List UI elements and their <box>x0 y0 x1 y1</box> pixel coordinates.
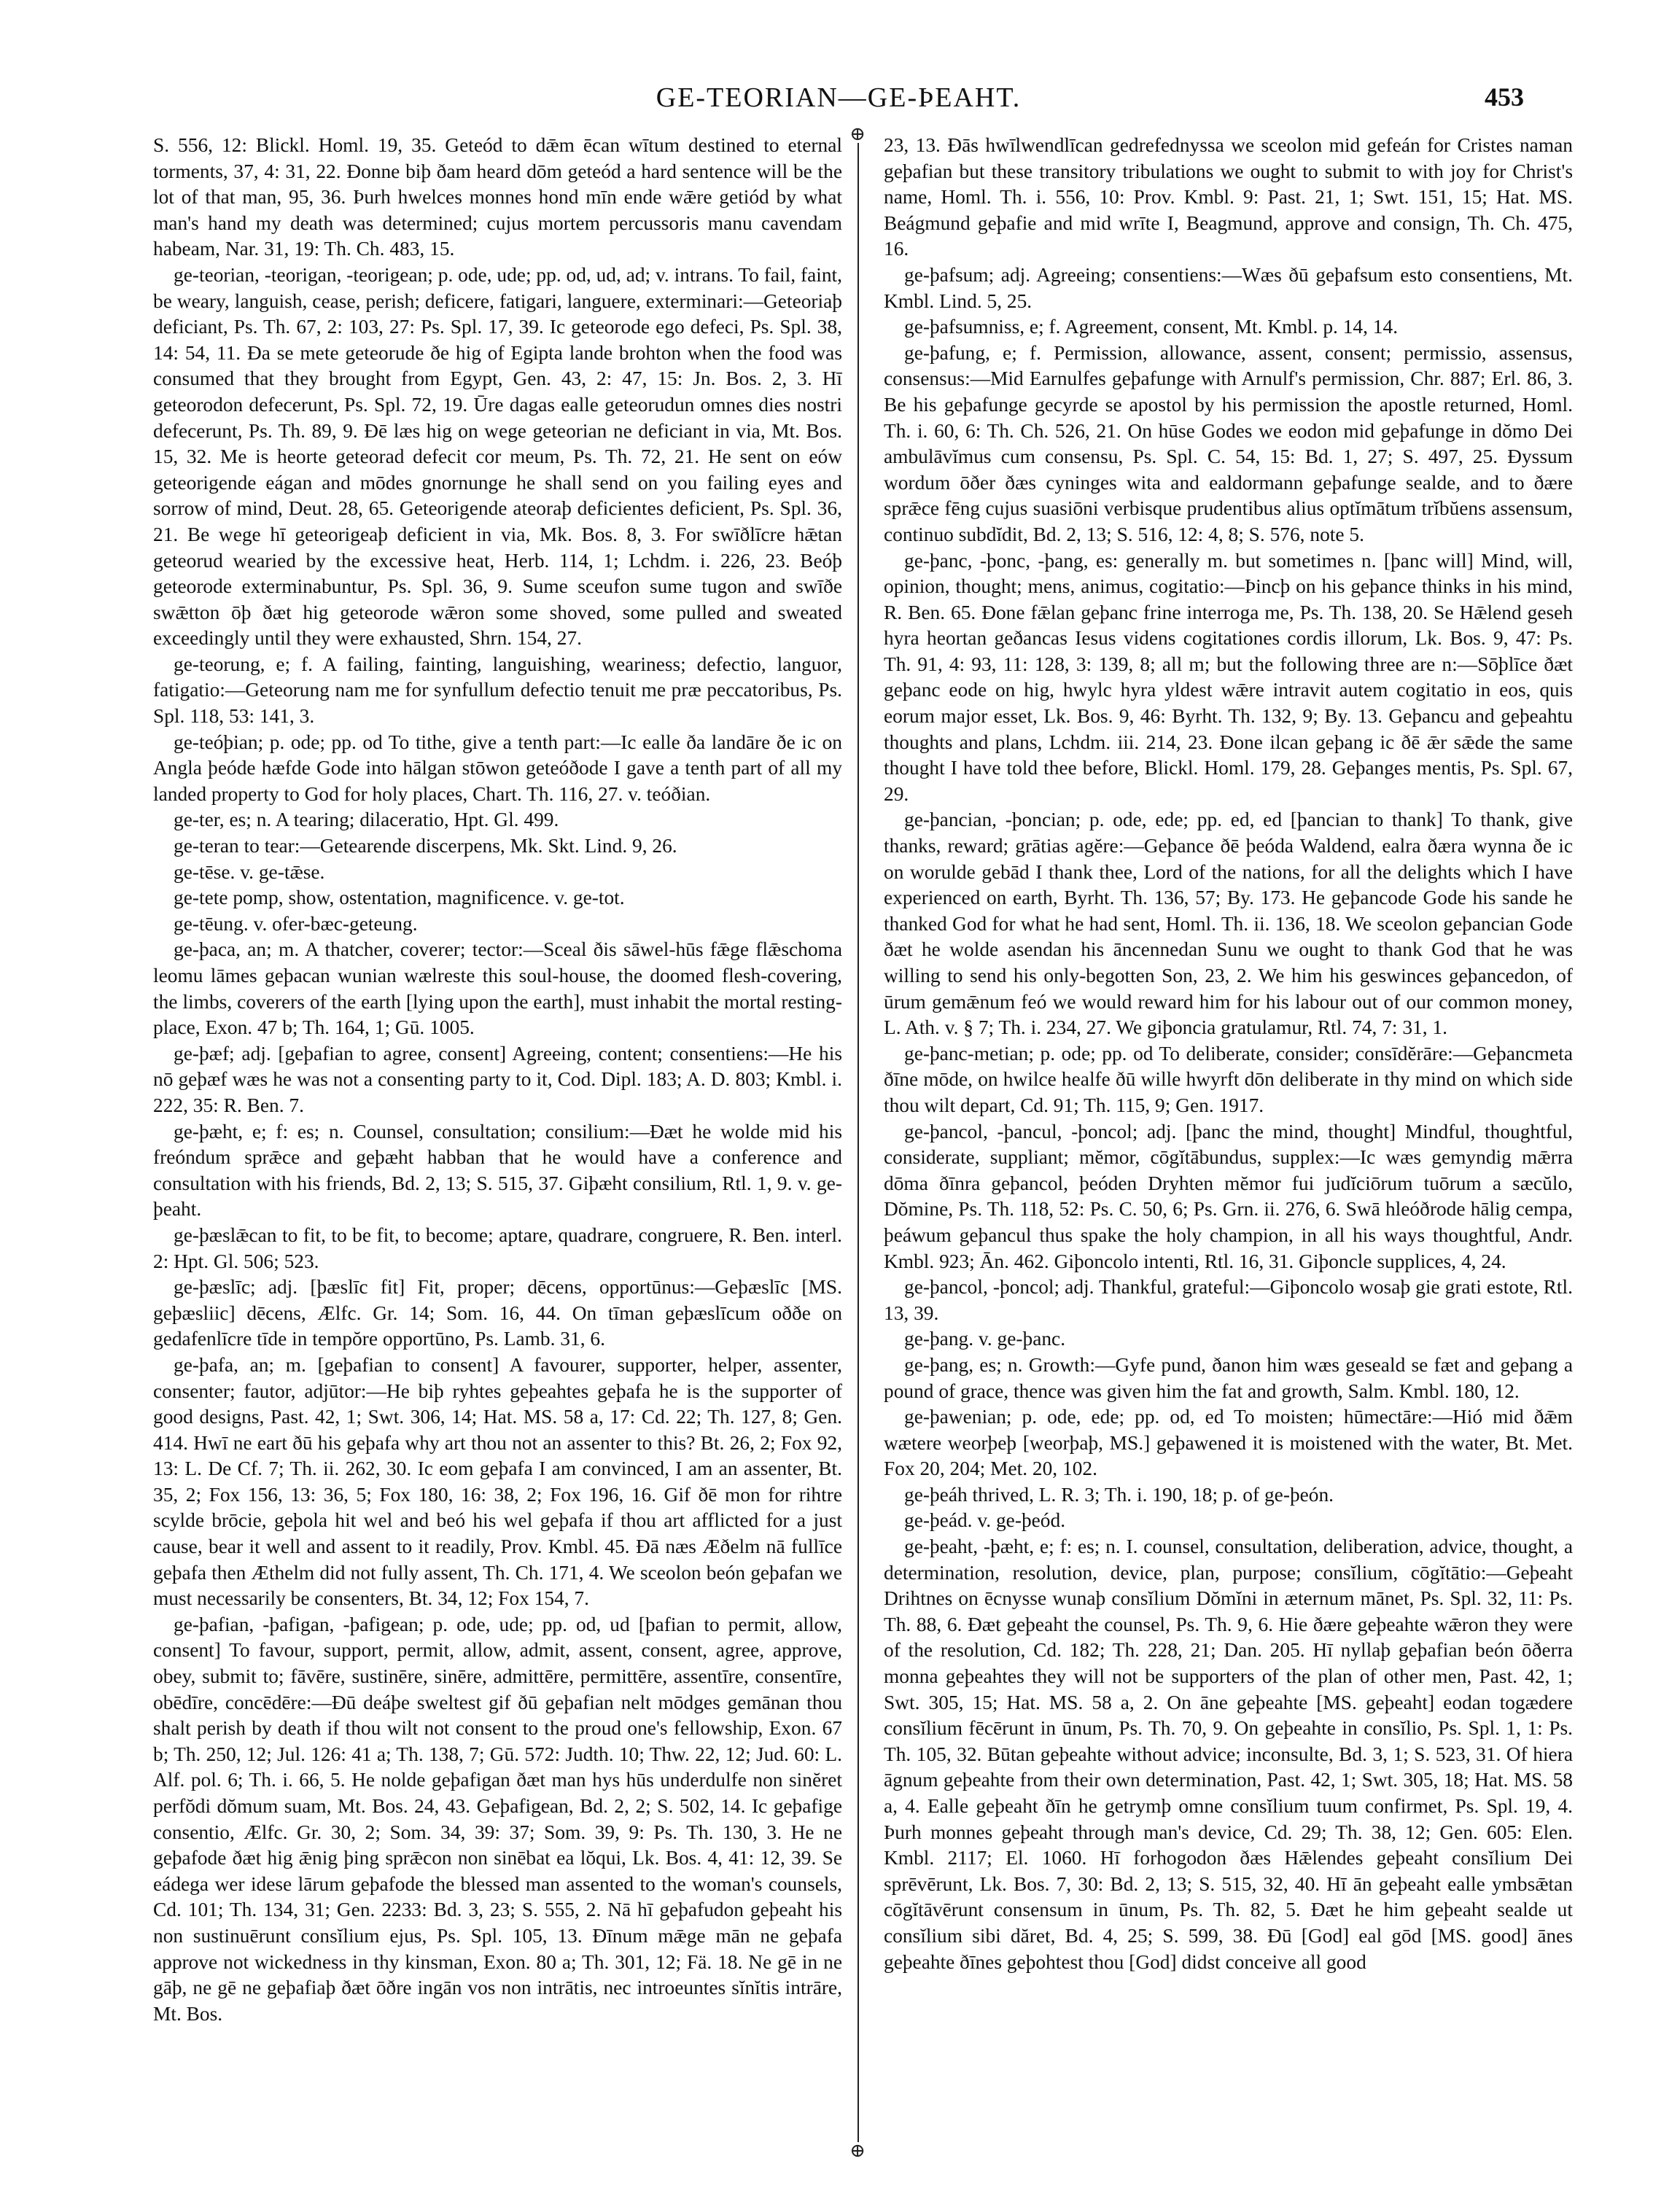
entry-ge-thang-growth: ge-þang, es; n. Growth:—Gyfe pund, ðanon him wæs geseald se fæt and geþang a pound of grace, thence was given him the fat and growth, Salm. Kmbl. 180, 12. <box>884 1353 1573 1402</box>
entry-ge-thanc: ge-þanc, -þonc, -þang, es: generally m. but sometimes n. [þanc will] Mind, will, opinion, thought; mens, animus, cogitatio:—Þincþ on his geþance thinks in his mind, R. Ben. 65. Ðone fǣlan geþanc frine interroga me, Ps. Th. 138, 20. Se Hǣlend geseh hyra heortan geðancas Iesus videns cogitationes cordis illorum, Lk. Bos. 9, 47: Ps. Th. 91, 4: 93, 11: 128, 3: 139, 8; all m; but the following three are n:—Sōþlīce ðæt geþanc eode on hig, hwylc hyra yldest wǣre intravit autem cogitatio in eos, quis eorum major esset, Lk. Bos. 9, 46: Byrht. Th. 132, 9; By. 13. Geþancu and geþeahtu thoughts and plans, Lchdm. iii. 214, 23. Ðone ilcan geþang ic ðē ǣr sǣde the same thought I have told thee before, Blickl. Homl. 179, 28. Geþanges mentis, Ps. Spl. 67, 29. <box>884 549 1573 805</box>
entry-ge-ter: ge-ter, es; n. A tearing; dilaceratio, Hpt. Gl. 499. <box>174 809 559 831</box>
entry-ge-thafsum: ge-þafsum; adj. Agreeing; consentiens:—Wæs ðū geþafsum esto consentiens, Mt. Kmbl. Lind. 5, 25. <box>884 263 1573 312</box>
entry-ge-thawenian: ge-þawenian; p. ode, ede; pp. od, ed To moisten; hūmectāre:—Hió mid ðǣm wætere weorþeþ [weorþaþ, MS.] geþawened it is moistened with the water, Bt. Met. Fox 20, 204; Met. 20, 102. <box>884 1406 1573 1480</box>
entry-ge-thanc-metian: ge-þanc-metian; p. ode; pp. od To deliberate, consider; consīdĕrāre:—Geþancmeta ðīne mōde, on hwilce healfe ðū wille hwyrft dōn deliberate in thy mind on which side thou wilt depart, Cd. 91; Th. 115, 9; Gen. 1917. <box>884 1042 1573 1116</box>
entry-ge-theah: ge-þeáh thrived, L. R. 3; Th. i. 190, 18; p. of ge-þeón. <box>904 1483 1334 1506</box>
entry-ge-theaht: ge-þeaht, -þæht, e; f: es; n. I. counsel, consultation, deliberation, advice, thought, a determination, resolution, device, plan, purpose; consĭlium, cōgĭtātio:—Geþeaht Drihtnes on ēcnysse wunaþ consĭlium Dŏmĭni in æternum mānet, Ps. Spl. 32, 11: Ps. Th. 88, 6. Ðæt geþeaht the counsel, Ps. Th. 9, 6. Hie ðære geþeahte wǣron they were of the resolution, Cd. 182; Th. 228, 21; Dan. 205. Hī nyllaþ geþafian beón ōðerra monna geþeahtes they will not be supporters of the plan of other men, Past. 42, 1; Swt. 305, 15; Hat. MS. 58 a, 2. On āne geþeahte [MS. geþeaht] eodan togædere consĭlium fēcērunt in ūnum, Ps. Th. 70, 9. On geþeahte in consĭlio, Ps. Spl. 1, 1: Ps. Th. 105, 32. Būtan geþeahte without advice; inconsulte, Bd. 3, 1; S. 523, 31. Of hiera āgnum geþeahte from their own determination, Past. 42, 1; Swt. 305, 18; Hat. MS. 58 a, 4. Ealle geþeaht ðīn he getrymþ omne consĭlium tuum confirmet, Ps. Spl. 19, 4. Þurh monnes geþeaht through man's device, Cd. 29; Th. 38, 12; Gen. 605: Elen. Kmbl. 2117; El. 1060. Hī forhogodon ðæs Hǣlendes geþeaht consĭlium Dei sprēvērunt, Lk. Bos. 7, 30: Bd. 2, 13; S. 515, 32, 40. Hī ān geþeaht ealle ymbsǣtan cōgĭtāvērunt consensum in ūnum, Ps. Th. 82, 5. Ðæt he him geþeaht sealde ut consĭlium sibi dăret, Bd. 4, 25; S. 599, 38. Ðū [God] eal gōd [MS. good] ānes geþeahte ðīnes geþohtest thou [God] didst conceive all good <box>884 1536 1573 1973</box>
right-column <box>884 133 1573 2174</box>
entry-ge-thaeslaecan: ge-þæslǣcan to fit, to be fit, to become; aptare, quadrare, congruere, R. Ben. interl. 2: Hpt. Gl. 506; 523. <box>153 1223 842 1272</box>
top-ornament: ⊕ <box>849 123 866 144</box>
entry-ge-thead: ge-þeád. v. ge-þeód. <box>904 1509 1066 1532</box>
entry-ge-thancian: ge-þancian, -þoncian; p. ode, ede; pp. ed, ed [þancian to thank] To thank, give thanks, reward; grātias agĕre:—Geþance ðē þeóda Waldend, ealra ðæra wynna ðe ic on worulde gebād I thank thee, Lord of the nations, for all the delights which I have experienced on earth, Byrht. Th. 136, 57; By. 173. He geþancode Gode his sande he thanked God for what he had sent, Homl. Th. ii. 136, 18. We sceolon geþancian Gode ðæt he wolde asendan his āncennedan Sunu we ought to thank God that he was willing to send his only-begotten Son, 23, 2. We him his geswinces geþancedon, of ūrum gemǣnum feó we would reward him for his labour out of our common money, L. Ath. v. § 7; Th. i. 234, 27. We giþoncia gratulamur, Rtl. 74, 7: 31, 1. <box>884 809 1573 1039</box>
entry-ge-teran: ge-teran to tear:—Getearende discerpens, Mk. Skt. Lind. 9, 26. <box>174 835 677 857</box>
column-divider <box>858 133 859 2145</box>
entry-ge-thaef: ge-þæf; adj. [geþafian to agree, consent] Agreeing, content; consentiens:—He his nō geþæf wæs he was not a consenting party to it, Cod. Dipl. 183; A. D. 803; Kmbl. i. 222, 35: R. Ben. 7. <box>153 1042 842 1116</box>
entry-ge-thancol-mindful: ge-þancol, -þancul, -þoncol; adj. [þanc the mind, thought] Mindful, thoughtful, considerate, suppliant; mĕmor, cōgĭtābundus, supplex:—Ic wæs gemyndig mǣrra dōma ðīnra geþancol, þeóden Dryhten mĕmor fui judĭciōrum tuōrum a sæcŭlo, Dŏmine, Ps. Th. 118, 52: Ps. C. 50, 6; Ps. Grn. ii. 276, 6. Swā hleóðrode hālig cempa, þeáwum geþancul thus spake the holy champion, in all his ways thoughtful, Andr. Kmbl. 923; Ān. 462. Giþoncolo intenti, Rtl. 16, 31. Giþoncle supplices, 4, 24. <box>884 1120 1573 1272</box>
entry-ge-teorian: ge-teorian, -teorigan, -teorigean; p. ode, ude; pp. od, ud, ad; v. intrans. To fail, faint, be weary, languish, cease, perish; deficere, fatigari, languere, exterminari:—Geteoriaþ deficiant, Ps. Th. 67, 2: 103, 27: Ps. Spl. 17, 39. Ic geteorode ego defeci, Ps. Spl. 38, 14: 54, 11. Ða se mete geteorude ðe hig of Egipta lande brohton when the food was consumed that they brought from Egypt, Gen. 43, 2: 47, 15: Jn. Bos. 2, 3. Hī geteorodon defecerunt, Ps. Spl. 72, 19. Ūre dagas ealle geteorudun omnes dies nostri defecerunt, Ps. Th. 89, 9. Ðē læs hig on wege geteorian ne deficiant in via, Mt. Bos. 15, 32. Me is heorte geteorad defecit cor meum, Ps. Th. 72, 21. He sent on eów geteorigende eágan and mōdes gnornunge he shall send on you failing eyes and sorrow of mind, Deut. 28, 65. Geteorigende ateoraþ deficientes deficient, Ps. Spl. 36, 21. Be wege hī geteorigeaþ deficient in via, Mk. Bos. 8, 3. For swīðlīcre hǣtan geteorud wearied by the excessive heat, Herb. 114, 1; Lchdm. i. 226, 23. Beóþ geteorode exterminabuntur, Ps. Spl. 36, 9. Sume sceufon sume tugon and swīðe swǣtton ōþ ðæt hig geteorode wǣron some shoved, some pulled and sweated exceedingly until they were exhausted, Shrn. 154, 27. <box>153 263 842 650</box>
entry-ge-thafsumniss: ge-þafsumniss, e; f. Agreement, consent, Mt. Kmbl. p. 14, 14. <box>904 316 1399 338</box>
entry-ge-tete: ge-tete pomp, show, ostentation, magnificence. v. ge-tot. <box>174 887 625 909</box>
entry-ge-teothian: ge-teóþian; p. ode; pp. od To tithe, give a tenth part:—Ic ealle ða landāre ðe ic on Angla þeóde hæfde Gode into hālgan stōwon geteóðode I gave a tenth part of all my landed property to God for holy places, Chart. Th. 116, 27. v. teóðian. <box>153 731 842 805</box>
continuation-paragraph: 23, 13. Ðās hwīlwendlīcan gedrefednyssa we sceolon mid gefeán for Cristes naman geþafian but these transitory tribulations we ought to submit to with joy for Christ's name, Homl. Th. i. 556, 10: Prov. Kmbl. 9: Past. 21, 1; Swt. 151, 15; Hat. MS. Beágmund geþafie and mid wrīte I, Beagmund, approve and consign, Th. Ch. 475, 16. <box>884 134 1573 260</box>
page-title: GE-TEORIAN—GE-ÞEAHT. <box>656 82 1022 113</box>
page-number: 453 <box>1485 82 1524 112</box>
entry-ge-teung: ge-tēung. v. ofer-bæc-geteung. <box>174 912 418 935</box>
entry-ge-thaca: ge-þaca, an; m. A thatcher, coverer; tector:—Sceal ðis sāwel-hūs fǣge flǣschoma leomu lāmes geþacan wunian wælreste this soul-house, the doomed flesh-covering, the limbs, coverers of the earth [lying upon the earth], must inhabit the mortal resting-place, Exon. 47 b; Th. 164, 1; Gū. 1005. <box>153 938 842 1039</box>
bottom-ornament: ⊕ <box>849 2140 866 2161</box>
left-column <box>153 133 842 2174</box>
entry-ge-thafung: ge-þafung, e; f. Permission, allowance, assent, consent; permissio, assensus, consensus:—Mid Earnulfes geþafunge with Arnulf's permission, Chr. 887; Erl. 86, 3. Be his geþafunge gecyrde se apostol by his permission the apostle returned, Homl. Th. i. 60, 6: Th. Ch. 526, 21. On hūse Godes we eodon mid geþafunge in dŏmo Dei ambulāvĭmus cum consensu, Ps. Spl. C. 54, 15: Bd. 1, 27; S. 497, 25. Ðyssum wordum ōðer ðæs cyninges wita and ealdormann geþafunge sealde, and to ðære sprǣce fēng cujus suasiōni verbisque prudentibus alius optĭmātum trĭbŭens assensum, continuo subdĭdit, Bd. 2, 13; S. 516, 12: 4, 8; S. 576, note 5. <box>884 341 1573 545</box>
entry-ge-thafa: ge-þafa, an; m. [geþafian to consent] A favourer, supporter, helper, assenter, consenter; fautor, adjūtor:—He biþ ryhtes geþeahtes geþafa he is the supporter of good designs, Past. 42, 1; Swt. 306, 14; Hat. MS. 58 a, 17: Cd. 22; Th. 127, 8; Gen. 414. Hwī ne eart ðū his geþafa why art thou not an assenter to this? Bt. 26, 2; Fox 92, 13: L. De Cf. 7; Th. ii. 262, 30. Ic eom geþafa I am convinced, I am an assenter, Bt. 35, 2; Fox 156, 13: 36, 5; Fox 180, 16: 38, 2; Fox 196, 16. Gif ðē mon for rihtre scylde brōcie, geþola hit wel and beó his wel geþafa if thou art afflicted for a just cause, bear it well and assent to it readily, Prov. Kmbl. 45. Ðā næs Æðelm nā fullīce geþafa then Æthelm did not fully assent, Th. Ch. 171, 4. We sceolon beón geþafan we must necessarily be consenters, Bt. 34, 12; Fox 154, 7. <box>153 1353 842 1610</box>
entry-ge-thaeslic: ge-þæslīc; adj. [þæslīc fit] Fit, proper; dēcens, opportūnus:—Geþæslīc [MS. geþæsliic] dēcens, Ælfc. Gr. 14; Som. 16, 44. On tīman geþæslīcum oððe on gedafenlīcre tīde in tempŏre opportūno, Ps. Lamb. 31, 6. <box>153 1276 842 1350</box>
entry-ge-thaeht: ge-þæht, e; f: es; n. Counsel, consultation; consilium:—Ðæt he wolde mid his freóndum sprǣce and geþæht habban that he would have a conference and consultation with his friends, Bd. 2, 13; S. 515, 37. Giþæht consilium, Rtl. 1, 9. v. ge-þeaht. <box>153 1120 842 1221</box>
entry-ge-thang-ref: ge-þang. v. ge-þanc. <box>904 1328 1066 1350</box>
entry-ge-thafian: ge-þafian, -þafigan, -þafigean; p. ode, ude; pp. od, ud [þafian to permit, allow, consent] To favour, support, permit, allow, admit, assent, consent, agree, approve, obey, submit to; fāvēre, sustinēre, sinēre, admittēre, permittēre, assentīre, consentīre, obēdīre, concēdēre:—Ðū deáþe sweltest gif ðū geþafian nelt mōdges gemānan thou shalt perish by death if thou wilt not consent to the proud one's fellowship, Exon. 67 b; Th. 250, 12; Jul. 126: 41 a; Th. 138, 7; Gū. 572: Judth. 10; Thw. 22, 12; Jud. 60: L. Alf. pol. 6; Th. i. 66, 5. He nolde geþafigan ðæt man hys hūs underdulfe non sinĕret perfŏdi dŏmum suam, Mt. Bos. 24, 43. Geþafigean, Bd. 2, 2; S. 502, 14. Ic geþafige consentio, Ælfc. Gr. 30, 2; Som. 34, 39: 37; Som. 39, 9: Ps. Th. 130, 3. He ne geþafode ðæt hig ǣnig þing sprǣcon non sinēbat ea lŏqui, Lk. Bos. 4, 41: 12, 39. Se eádega wer idese lārum geþafode the blessed man assented to the woman's counsels, Cd. 101; Th. 134, 31; Gen. 2233: Bd. 3, 23; S. 555, 2. Nā hī geþafudon geþeaht his non sustinuērunt consĭlium ejus, Ps. Spl. 105, 13. Ðīnum mǣge mān ne geþafa approve not wickedness in thy kinsman, Exon. 80 a; Th. 301, 12; Fä. 18. Ne gē in ne gāþ, ne gē ne geþafiaþ ðæt ōðre ingān vos non intrātis, nec introeuntes sĭnĭtis intrāre, Mt. Bos. <box>153 1613 842 2025</box>
continuation-paragraph: S. 556, 12: Blickl. Homl. 19, 35. Geteód to dǣm ēcan wītum destined to eternal torments, 37, 4: 31, 22. Ðonne biþ ðam heard dōm geteód a hard sentence will be the lot of that man, 95, 36. Þurh hwelces monnes hond mīn ende wǣre getiód by what man's hand my death was determined; cujus mortem percussoris manu cavendam habeam, Nar. 31, 19: Th. Ch. 483, 15. <box>153 134 842 260</box>
entry-ge-tese: ge-tēse. v. ge-tǣse. <box>174 860 325 883</box>
entry-ge-thancol-thankful: ge-þancol, -þoncol; adj. Thankful, grateful:—Giþoncolo wosaþ gie grati estote, Rtl. 13, 39. <box>884 1276 1573 1324</box>
running-head <box>153 82 1524 117</box>
entry-ge-teorung: ge-teorung, e; f. A failing, fainting, languishing, weariness; defectio, languor, fatigatio:—Geteorung nam me for synfullum defectio tenuit me præ peccatoribus, Ps. Spl. 118, 53: 141, 3. <box>153 653 842 728</box>
